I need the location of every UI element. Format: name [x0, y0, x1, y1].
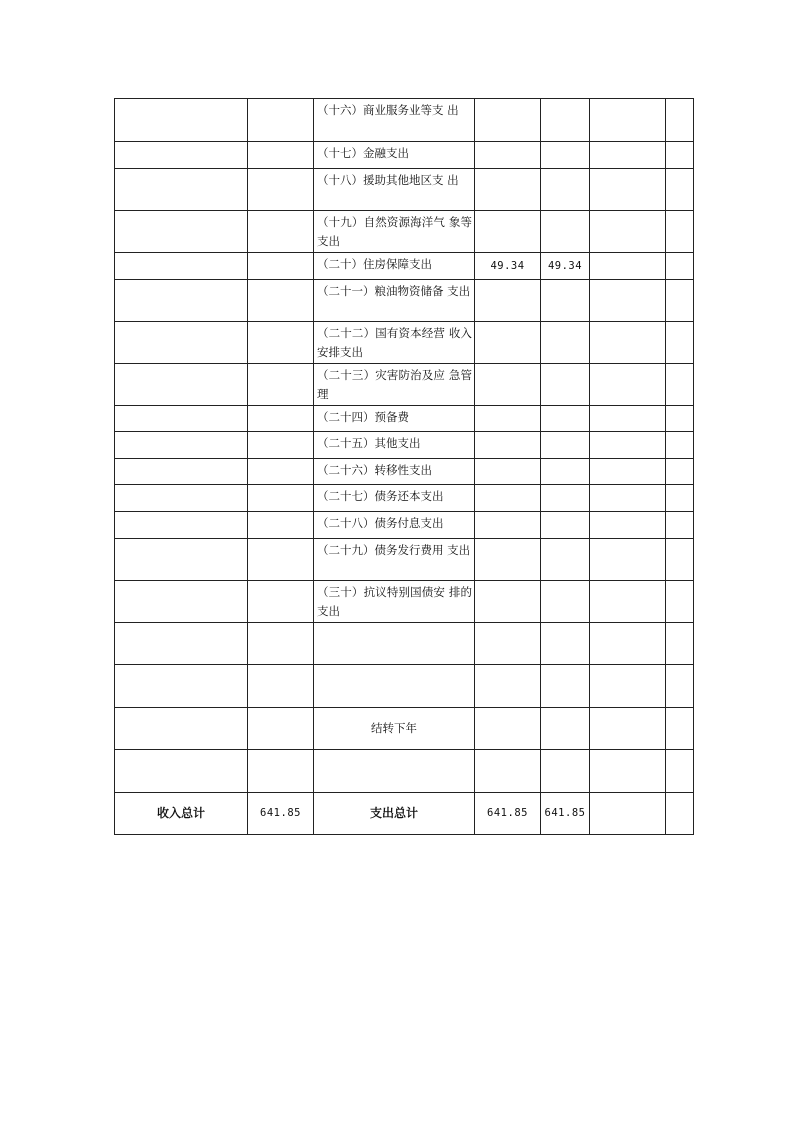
table-row — [115, 708, 694, 750]
general-budget-cell — [541, 665, 590, 708]
income-item-cell — [115, 211, 248, 253]
expense-item-cell — [314, 623, 475, 665]
expense-item-cell — [314, 665, 475, 708]
expense-total-cell — [475, 142, 541, 169]
general-budget-cell — [541, 142, 590, 169]
expense-item-label: （二十六）转移性支出 — [314, 459, 475, 485]
income-total-value: 641.85 — [248, 793, 314, 835]
income-amount-cell — [248, 581, 314, 623]
expense-total-cell — [475, 459, 541, 485]
fund-budget-cell — [590, 485, 666, 512]
expense-total-label: 支出总计 — [314, 793, 475, 835]
income-amount-cell — [248, 169, 314, 211]
expense-total-cell: 49.34 — [475, 253, 541, 280]
income-item-cell — [115, 432, 248, 459]
income-item-cell — [115, 142, 248, 169]
fund-budget-cell — [590, 539, 666, 581]
general-budget-cell: 49.34 — [541, 253, 590, 280]
extra-cell — [666, 512, 694, 539]
income-amount-cell — [248, 406, 314, 432]
general-budget-cell — [541, 322, 590, 364]
extra-cell — [666, 665, 694, 708]
income-amount-cell — [248, 280, 314, 322]
general-budget-cell — [541, 432, 590, 459]
income-item-cell — [115, 253, 248, 280]
fund-budget-cell — [590, 364, 666, 406]
fund-budget-cell — [590, 623, 666, 665]
income-amount-cell — [248, 99, 314, 142]
extra-cell — [666, 99, 694, 142]
carry-forward-label: 结转下年 — [314, 708, 475, 750]
extra-cell — [666, 432, 694, 459]
income-amount-cell — [248, 708, 314, 750]
fund-budget-cell — [590, 280, 666, 322]
extra-cell — [666, 708, 694, 750]
general-budget-cell — [541, 708, 590, 750]
budget-table — [114, 98, 694, 835]
expense-total-cell — [475, 623, 541, 665]
income-item-cell — [115, 512, 248, 539]
fund-budget-cell — [590, 665, 666, 708]
extra-cell — [666, 406, 694, 432]
income-item-cell — [115, 169, 248, 211]
income-total-label: 收入总计 — [115, 793, 248, 835]
extra-cell — [666, 485, 694, 512]
table-row — [115, 253, 694, 280]
income-amount-cell — [248, 539, 314, 581]
extra-cell — [666, 539, 694, 581]
expense-item-label: （二十）住房保障支出 — [314, 253, 475, 280]
extra-cell — [666, 322, 694, 364]
expense-item-label: （十九）自然资源海洋气 象等支出 — [314, 211, 475, 253]
expense-total-cell — [475, 99, 541, 142]
general-budget-cell — [541, 485, 590, 512]
income-amount-cell — [248, 459, 314, 485]
income-amount-cell — [248, 485, 314, 512]
expense-total-value: 641.85 — [475, 793, 541, 835]
expense-item-label: （二十一）粮油物资储备 支出 — [314, 280, 475, 322]
income-item-cell — [115, 459, 248, 485]
expense-total-cell — [475, 364, 541, 406]
extra-cell — [666, 793, 694, 835]
table-row — [115, 406, 694, 432]
expense-item-label: （二十四）预备费 — [314, 406, 475, 432]
extra-cell — [666, 280, 694, 322]
expense-total-cell — [475, 406, 541, 432]
general-budget-cell — [541, 211, 590, 253]
table-row — [115, 280, 694, 322]
expense-total-cell — [475, 169, 541, 211]
fund-budget-cell — [590, 459, 666, 485]
income-item-cell — [115, 665, 248, 708]
income-item-cell — [115, 750, 248, 793]
extra-cell — [666, 750, 694, 793]
income-item-cell — [115, 623, 248, 665]
table-row — [115, 364, 694, 406]
fund-budget-cell — [590, 581, 666, 623]
extra-cell — [666, 581, 694, 623]
expense-item-label: （二十八）债务付息支出 — [314, 512, 475, 539]
income-item-cell — [115, 364, 248, 406]
income-amount-cell — [248, 432, 314, 459]
expense-total-cell — [475, 280, 541, 322]
extra-cell — [666, 169, 694, 211]
income-amount-cell — [248, 142, 314, 169]
expense-item-label: （二十三）灾害防治及应 急管理 — [314, 364, 475, 406]
expense-total-cell — [475, 512, 541, 539]
income-amount-cell — [248, 512, 314, 539]
income-item-cell — [115, 485, 248, 512]
expense-total-cell — [475, 485, 541, 512]
expense-item-label: （十六）商业服务业等支 出 — [314, 99, 475, 142]
fund-budget-cell — [590, 708, 666, 750]
expense-item-label: （十七）金融支出 — [314, 142, 475, 169]
expense-item-label: （二十五）其他支出 — [314, 432, 475, 459]
extra-cell — [666, 142, 694, 169]
table-row — [115, 665, 694, 708]
expense-item-label: （十八）援助其他地区支 出 — [314, 169, 475, 211]
table-row — [115, 512, 694, 539]
table-row — [115, 322, 694, 364]
expense-item-cell — [314, 750, 475, 793]
table-row — [115, 623, 694, 665]
table-row — [115, 750, 694, 793]
general-budget-cell — [541, 623, 590, 665]
fund-budget-cell — [590, 432, 666, 459]
fund-budget-cell — [590, 211, 666, 253]
general-budget-cell — [541, 459, 590, 485]
extra-cell — [666, 253, 694, 280]
income-amount-cell — [248, 253, 314, 280]
general-budget-cell — [541, 406, 590, 432]
income-amount-cell — [248, 623, 314, 665]
fund-budget-cell — [590, 512, 666, 539]
general-budget-cell — [541, 99, 590, 142]
income-amount-cell — [248, 665, 314, 708]
expense-item-label: （二十七）债务还本支出 — [314, 485, 475, 512]
expense-item-label: （二十二）国有资本经营 收入安排支出 — [314, 322, 475, 364]
general-budget-cell — [541, 581, 590, 623]
table-row — [115, 485, 694, 512]
fund-budget-cell — [590, 793, 666, 835]
expense-item-label: （二十九）债务发行费用 支出 — [314, 539, 475, 581]
general-budget-cell — [541, 750, 590, 793]
table-row — [115, 99, 694, 142]
table-row — [115, 581, 694, 623]
extra-cell — [666, 364, 694, 406]
table-row — [115, 539, 694, 581]
income-item-cell — [115, 99, 248, 142]
fund-budget-cell — [590, 322, 666, 364]
table-row — [115, 169, 694, 211]
expense-total-cell — [475, 665, 541, 708]
extra-cell — [666, 623, 694, 665]
income-item-cell — [115, 406, 248, 432]
fund-budget-cell — [590, 406, 666, 432]
general-budget-total-value: 641.85 — [541, 793, 590, 835]
table-row — [115, 142, 694, 169]
expense-total-cell — [475, 211, 541, 253]
expense-total-cell — [475, 539, 541, 581]
income-amount-cell — [248, 750, 314, 793]
table-row — [115, 211, 694, 253]
income-amount-cell — [248, 322, 314, 364]
extra-cell — [666, 459, 694, 485]
income-item-cell — [115, 539, 248, 581]
fund-budget-cell — [590, 253, 666, 280]
income-item-cell — [115, 708, 248, 750]
fund-budget-cell — [590, 99, 666, 142]
table-row — [115, 432, 694, 459]
totals-row — [115, 793, 694, 835]
expense-total-cell — [475, 432, 541, 459]
expense-total-cell — [475, 322, 541, 364]
expense-total-cell — [475, 708, 541, 750]
general-budget-cell — [541, 169, 590, 211]
extra-cell — [666, 211, 694, 253]
expense-total-cell — [475, 750, 541, 793]
expense-total-cell — [475, 581, 541, 623]
income-item-cell — [115, 322, 248, 364]
fund-budget-cell — [590, 750, 666, 793]
income-amount-cell — [248, 364, 314, 406]
table-row — [115, 459, 694, 485]
income-item-cell — [115, 280, 248, 322]
general-budget-cell — [541, 364, 590, 406]
income-item-cell — [115, 581, 248, 623]
general-budget-cell — [541, 539, 590, 581]
fund-budget-cell — [590, 169, 666, 211]
general-budget-cell — [541, 280, 590, 322]
income-amount-cell — [248, 211, 314, 253]
expense-item-label: （三十）抗议特别国债安 排的支出 — [314, 581, 475, 623]
general-budget-cell — [541, 512, 590, 539]
fund-budget-cell — [590, 142, 666, 169]
